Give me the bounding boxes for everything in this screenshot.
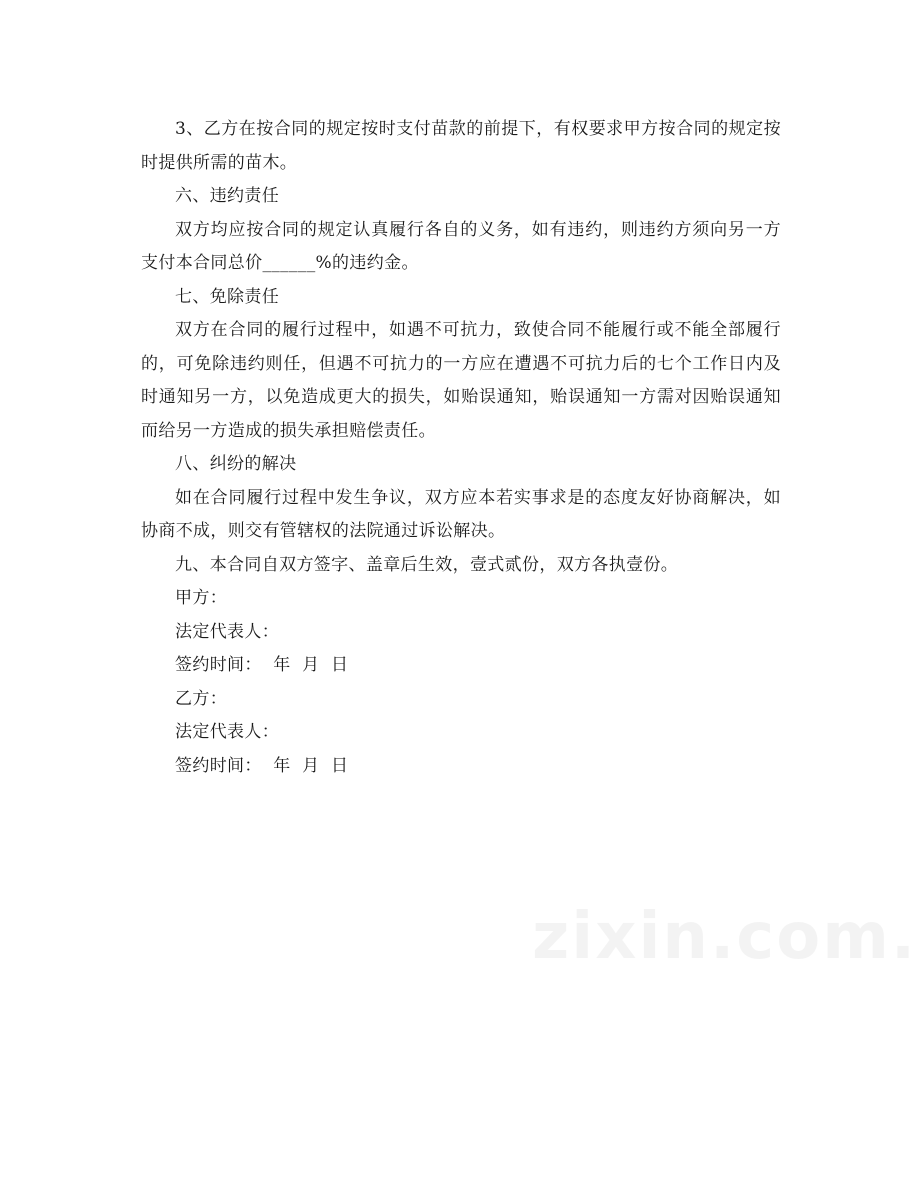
exemption-text: 双方在合同的履行过程中，如遇不可抗力，致使合同不能履行或不能全部履行的，可免除违约则任，但遇不可抗力的一方应在遭遇不可抗力后的七个工作日内及时通知另一方，以免造成更大的损失，如贻误通知，贻误通知一方需对因贻误通知而给另一方造成的损失承担赔偿责任。 [141, 320, 781, 441]
effectiveness-clause: 九、本合同自双方签字、盖章后生效，壹式贰份，双方各执壹份。 [175, 554, 679, 575]
dispute-resolution-text: 如在合同履行过程中发生争议，双方应本若实事求是的态度友好协商解决，如协商不成，则交有管辖权的法院通过诉讼解决。 [141, 487, 781, 541]
section-heading-breach-liability: 六、违约责任 [175, 186, 280, 206]
document-body [141, 113, 781, 783]
section-heading-dispute-resolution: 八、纠纷的解决 [175, 454, 297, 474]
party-a-representative-label: 法定代表人： [175, 621, 280, 642]
party-b-representative-label: 法定代表人： [175, 722, 280, 742]
site-watermark [532, 900, 920, 974]
party-b-signing-date: 签约时间： 年 月 日 [175, 755, 349, 776]
party-b-label: 乙方： [175, 688, 228, 709]
party-a-label: 甲方： [175, 588, 228, 608]
clause-3-party-b-rights: 3、乙方在按合同的规定按时支付苗款的前提下，有权要求甲方按合同的规定按时提供所需的苗木。 [141, 119, 781, 173]
signature-block [141, 582, 781, 783]
party-a-signing-date: 签约时间： 年 月 日 [175, 655, 349, 675]
breach-liability-text: 双方均应按合同的规定认真履行各自的义务，如有违约，则违约方须向另一方支付本合同总价______%的违约金。 [141, 219, 781, 273]
section-heading-exemption: 七、免除责任 [175, 286, 280, 307]
